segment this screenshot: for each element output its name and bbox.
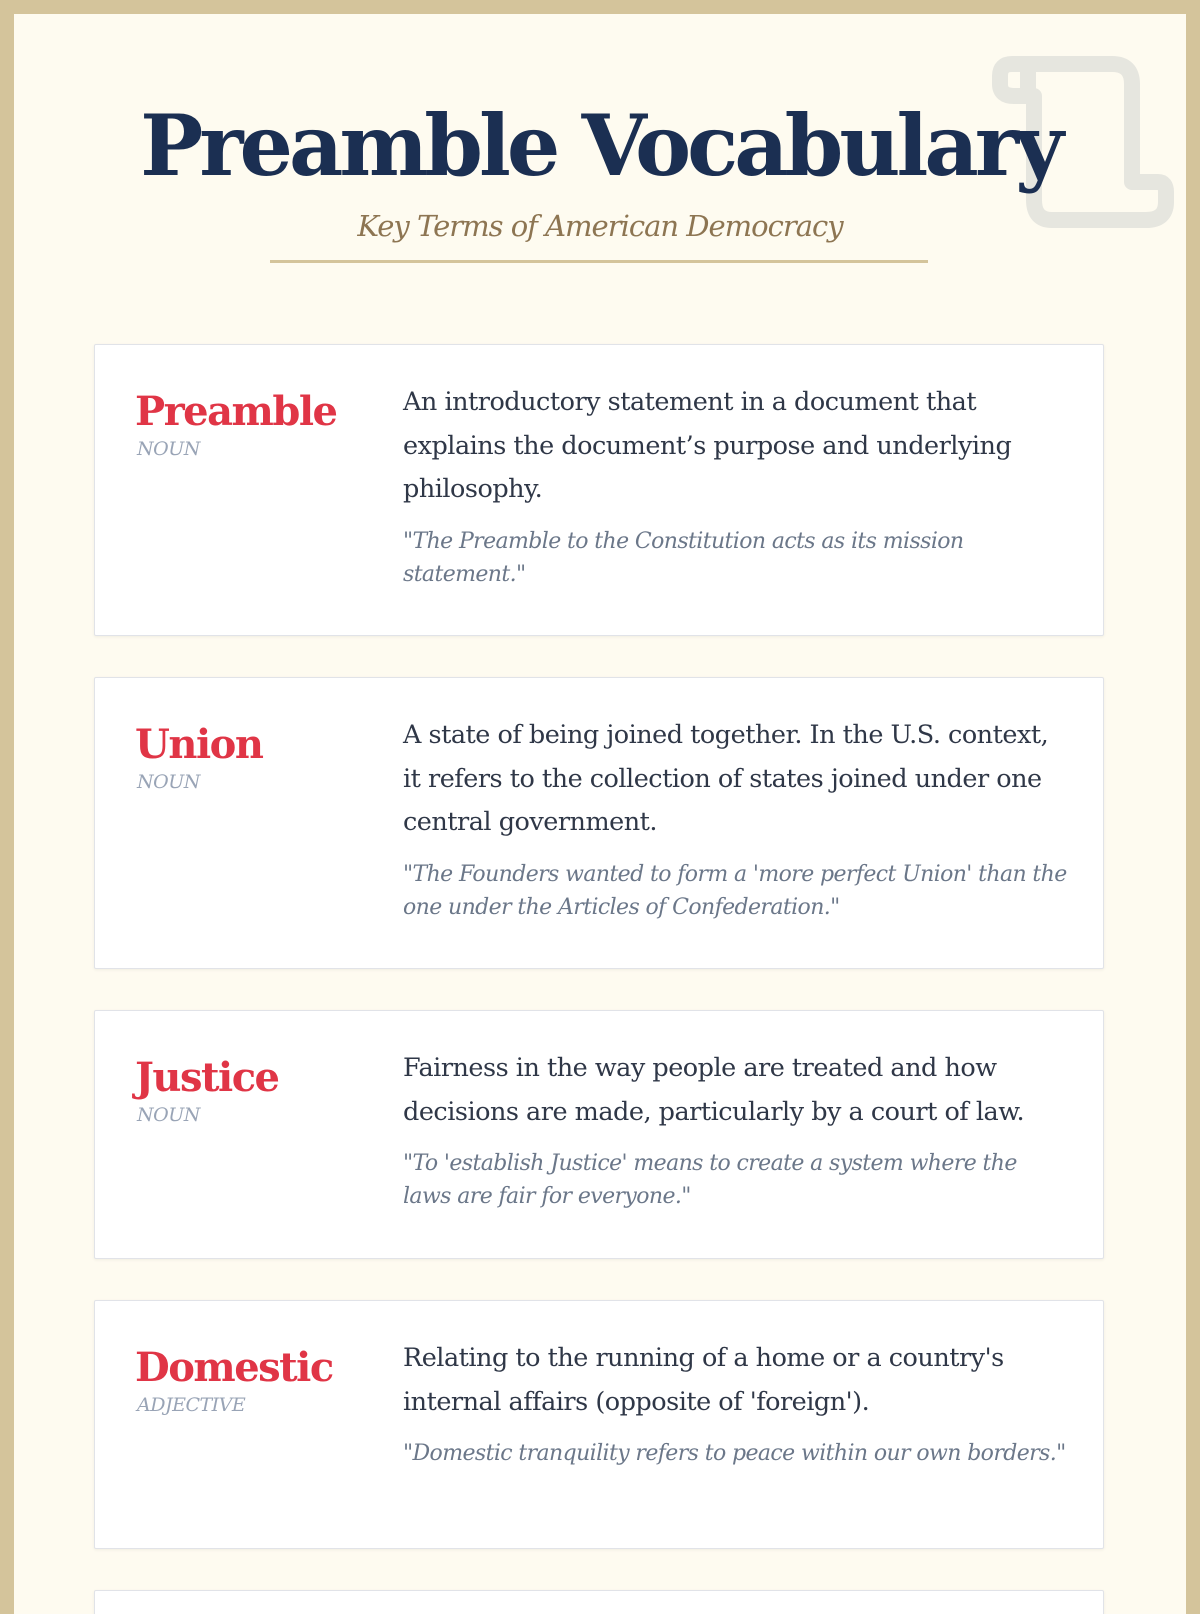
page-title: Preamble Vocabulary (140, 96, 1060, 195)
part-of-speech: NOUN (137, 771, 200, 793)
term-card-preamble (94, 344, 1104, 636)
term-example: "The Founders wanted to form a 'more perfect Union' than the one under the Articles of Confederation." (403, 862, 1067, 920)
term-example: "The Preamble to the Constitution acts as its mission statement." (403, 529, 964, 587)
term-card-union (94, 677, 1104, 969)
term-example: "To 'establish Justice' means to create a system where the laws are fair for everyone." (403, 1151, 1017, 1209)
term-example: "Domestic tranquility refers to peace within our own borders." (403, 1441, 1066, 1466)
term-definition: A state of being joined together. In the U.S. context, it refers to the collection of states joined under one central government. (403, 720, 1049, 837)
vocabulary-page (14, 14, 1186, 1614)
title-divider (270, 260, 928, 263)
term-definition: An introductory statement in a document that explains the document’s purpose and underlying philosophy. (403, 387, 1012, 504)
term-definition: Fairness in the way people are treated and how decisions are made, particularly by a court of law. (403, 1053, 1025, 1127)
term-word: Union (135, 721, 263, 768)
term-word: Preamble (135, 388, 337, 435)
part-of-speech: ADJECTIVE (137, 1394, 246, 1416)
part-of-speech: NOUN (137, 1104, 200, 1126)
term-definition: Relating to the running of a home or a country's internal affairs (opposite of 'foreign'). (403, 1343, 1004, 1417)
term-word: Domestic (135, 1344, 333, 1391)
page-subtitle: Key Terms of American Democracy (357, 209, 843, 243)
term-card-justice (94, 1010, 1104, 1259)
term-card-domestic (94, 1300, 1104, 1549)
term-word: Justice (135, 1054, 279, 1101)
term-card-next (94, 1590, 1104, 1614)
part-of-speech: NOUN (137, 438, 200, 460)
